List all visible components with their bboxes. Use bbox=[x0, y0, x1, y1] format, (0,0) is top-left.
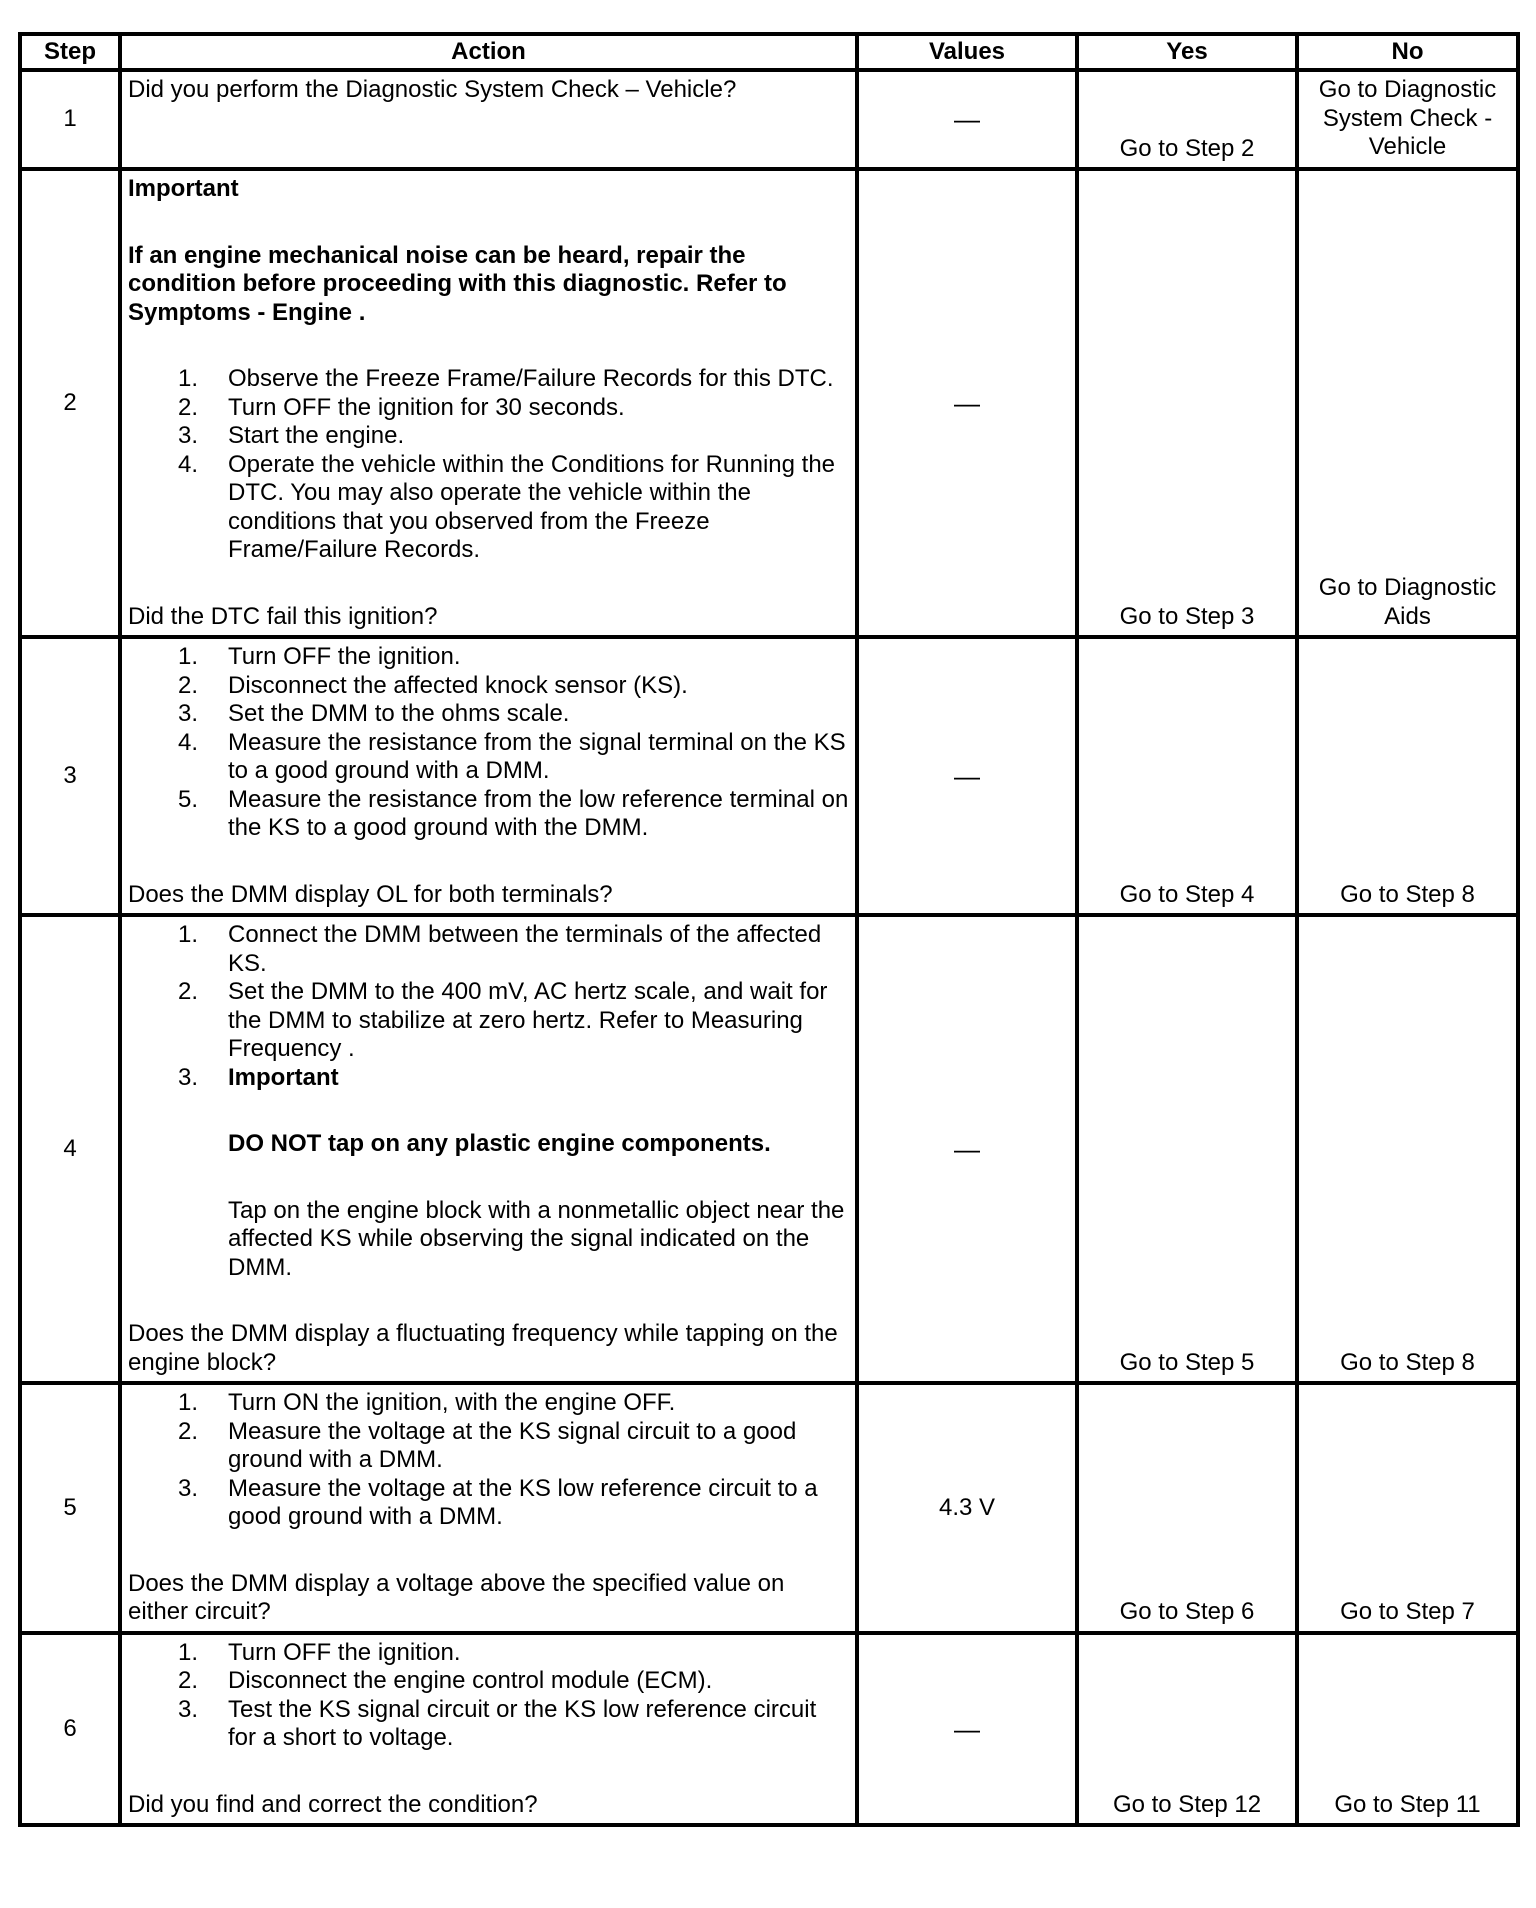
action-cell bbox=[120, 637, 857, 915]
values-cell: — bbox=[857, 1633, 1077, 1826]
step-number: 5 bbox=[20, 1383, 120, 1633]
values-cell: — bbox=[857, 915, 1077, 1383]
header-yes: Yes bbox=[1077, 34, 1297, 70]
no-cell: Go to Step 8 bbox=[1297, 915, 1518, 1383]
procedure-list bbox=[128, 921, 849, 1282]
list-item: 5. Measure the resistance from the low reference terminal on the KS to a good ground with the DMM. bbox=[178, 785, 849, 841]
list-item: 3. Important DO NOT tap on any plastic engine components. Tap on the engine block with a nonmetallic object near the affected KS while observing the signal indicated on the DMM. bbox=[128, 1064, 849, 1283]
important-note: If an engine mechanical noise can be heard, repair the condition before proceeding with this diagnostic. Refer to Symptoms - Engine . bbox=[128, 241, 787, 326]
action-cell bbox=[120, 169, 857, 637]
table-row bbox=[20, 637, 1518, 915]
header-action: Action bbox=[120, 34, 857, 70]
procedure-list bbox=[128, 643, 849, 843]
table-row bbox=[20, 1633, 1518, 1826]
action-question: Did you perform the Diagnostic System Check – Vehicle? bbox=[128, 76, 737, 103]
action-cell bbox=[120, 1383, 857, 1633]
list-item: 3. Set the DMM to the ohms scale. bbox=[178, 700, 570, 727]
action-question: Does the DMM display a voltage above the specified value on either circuit? bbox=[128, 1569, 785, 1625]
list-item: 2. Turn OFF the ignition for 30 seconds. bbox=[178, 393, 625, 421]
list-item: 1. Connect the DMM between the terminals of the affected KS. bbox=[178, 921, 822, 977]
step-number: 6 bbox=[20, 1633, 120, 1826]
no-cell: Go to Step 11 bbox=[1297, 1633, 1518, 1826]
list-item: 2. Set the DMM to the 400 mV, AC hertz scale, and wait for the DMM to stabilize at zero hertz. Refer to Measuring Frequency . bbox=[178, 978, 828, 1062]
values-cell: — bbox=[857, 70, 1077, 169]
list-item: 2. Disconnect the engine control module (ECM). bbox=[178, 1667, 713, 1694]
header-step: Step bbox=[20, 34, 120, 70]
action-question: Did the DTC fail this ignition? bbox=[128, 602, 438, 630]
no-cell: Go to Step 8 bbox=[1297, 637, 1518, 915]
values-cell: — bbox=[857, 637, 1077, 915]
action-cell bbox=[120, 70, 857, 169]
yes-cell: Go to Step 6 bbox=[1077, 1383, 1297, 1633]
step-number: 3 bbox=[20, 637, 120, 915]
table-row bbox=[20, 169, 1518, 637]
no-cell: Go to Step 7 bbox=[1297, 1383, 1518, 1633]
step-number: 4 bbox=[20, 915, 120, 1383]
action-cell bbox=[120, 1633, 857, 1826]
no-cell: Go to Diagnostic System Check - Vehicle bbox=[1297, 70, 1518, 169]
list-item: 3. Test the KS signal circuit or the KS low reference circuit for a short to voltage. bbox=[178, 1695, 817, 1751]
table-header-row bbox=[20, 34, 1518, 70]
yes-cell: Go to Step 5 bbox=[1077, 915, 1297, 1383]
values-cell: 4.3 V bbox=[857, 1383, 1077, 1633]
header-values: Values bbox=[857, 34, 1077, 70]
list-item: 4. Measure the resistance from the signal terminal on the KS to a good ground with a DMM. bbox=[178, 728, 846, 784]
yes-cell: Go to Step 4 bbox=[1077, 637, 1297, 915]
diagnostic-table bbox=[18, 32, 1520, 1827]
procedure-list bbox=[128, 1389, 849, 1532]
table-row bbox=[20, 915, 1518, 1383]
list-item: 1. Turn OFF the ignition. bbox=[178, 1638, 461, 1666]
header-no: No bbox=[1297, 34, 1518, 70]
list-item: 4. Operate the vehicle within the Conditions for Running the DTC. You may also operate the vehicle within the conditions that you observed from the Freeze Frame/Failure Records. bbox=[178, 450, 836, 563]
list-item: 3. Measure the voltage at the KS low reference circuit to a good ground with a DMM. bbox=[178, 1474, 818, 1530]
procedure-list bbox=[128, 365, 849, 565]
important-note: DO NOT tap on any plastic engine components. bbox=[228, 1130, 771, 1157]
important-heading: Important bbox=[228, 1063, 339, 1091]
list-item: 1. Turn ON the ignition, with the engine OFF. bbox=[178, 1389, 676, 1416]
action-cell bbox=[120, 915, 857, 1383]
table-row bbox=[20, 70, 1518, 169]
table-row bbox=[20, 1383, 1518, 1633]
list-item: 1. Turn OFF the ignition. bbox=[178, 643, 461, 670]
values-cell: — bbox=[857, 169, 1077, 637]
list-item: 1. Observe the Freeze Frame/Failure Records for this DTC. bbox=[178, 365, 834, 392]
procedure-list bbox=[128, 1639, 849, 1753]
list-item: 2. Disconnect the affected knock sensor (KS). bbox=[178, 671, 688, 699]
yes-cell: Go to Step 12 bbox=[1077, 1633, 1297, 1826]
list-item-detail: Tap on the engine block with a nonmetallic object near the affected KS while observing the signal indicated on the DMM. bbox=[228, 1196, 845, 1281]
step-number: 1 bbox=[20, 70, 120, 169]
step-number: 2 bbox=[20, 169, 120, 637]
action-question: Did you find and correct the condition? bbox=[128, 1790, 538, 1818]
action-question: Does the DMM display a fluctuating frequency while tapping on the engine block? bbox=[128, 1320, 838, 1376]
action-question: Does the DMM display OL for both terminals? bbox=[128, 880, 613, 908]
diagnostic-table-wrapper bbox=[18, 32, 1520, 1827]
yes-cell: Go to Step 3 bbox=[1077, 169, 1297, 637]
list-item: 3. Start the engine. bbox=[178, 422, 405, 449]
list-item: 2. Measure the voltage at the KS signal circuit to a good ground with a DMM. bbox=[178, 1417, 797, 1473]
important-heading: Important bbox=[128, 175, 239, 202]
no-cell: Go to Diagnostic Aids bbox=[1297, 169, 1518, 637]
yes-cell: Go to Step 2 bbox=[1077, 70, 1297, 169]
